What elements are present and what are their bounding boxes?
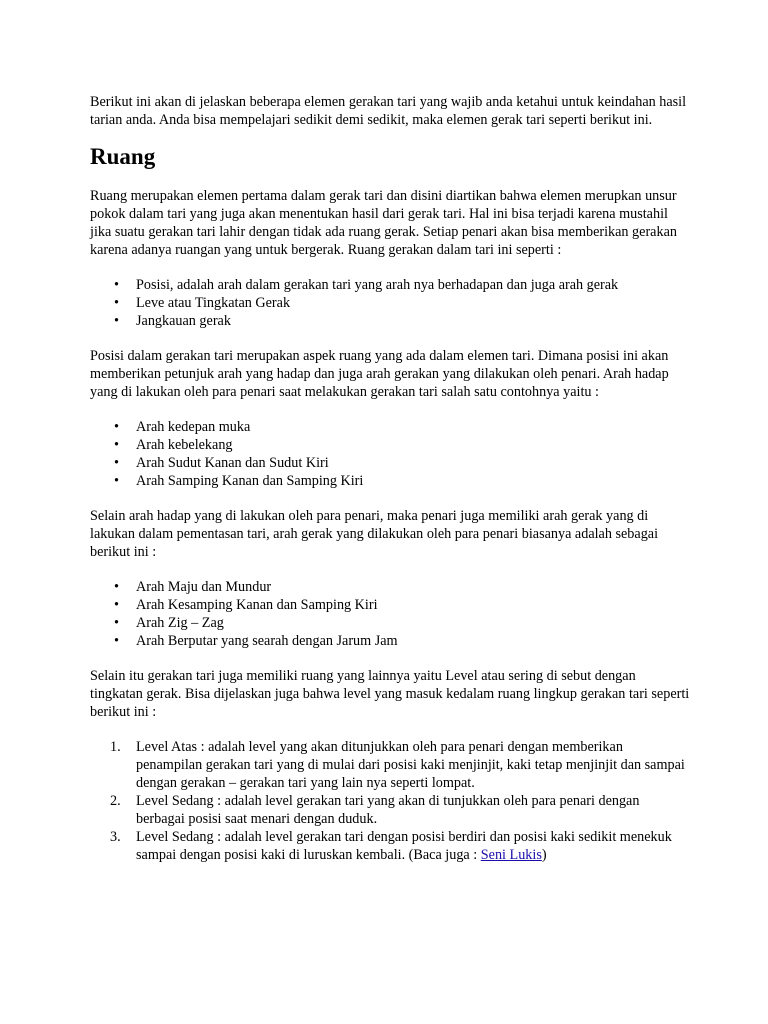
numbered-item: 2. Level Sedang : adalah level gerakan tari yang akan di tunjukkan oleh para penari dengan berbagai posisi saat menari dengan duduk. [110, 793, 640, 827]
list-item: • Leve atau Tingkatan Gerak [114, 295, 291, 311]
list-item: • Arah Sudut Kanan dan Sudut Kiri [114, 455, 329, 471]
paragraph-posisi: Posisi dalam gerakan tari merupakan aspek ruang yang ada dalam elemen tari. Dimana posisi ini akan memberikan petunjuk arah yang hadap dan juga arah gerakan yang dilakukan oleh penari. Arah hadap yang di lakukan oleh para penari saat melakukan gerakan tari salah satu contohnya yaitu : [90, 348, 669, 400]
paragraph-ruang: Ruang merupakan elemen pertama dalam gerak tari dan disini diartikan bahwa elemen merupkan unsur pokok dalam tari yang juga akan menentukan hasil dari gerak tari. Hal ini bisa terjadi karena mustahil jika suatu gerakan tari lahir dengan tidak ada ruang gerak. Setiap penari akan bisa memberikan gerakan karena adanya ruangan yang untuk bergerak. Ruang gerakan dalam tari ini seperti : [90, 188, 677, 258]
bullet-icon: • [114, 579, 119, 595]
list-item: • Arah kebelekang [114, 437, 233, 453]
bullet-icon: • [114, 295, 119, 311]
list-ruang-elements [90, 276, 690, 330]
list-arah-hadap [90, 418, 690, 490]
document-body [90, 93, 690, 864]
bullet-icon: • [114, 473, 119, 489]
list-item: • Posisi, adalah arah dalam gerakan tari yang arah nya berhadapan dan juga arah gerak [114, 277, 619, 293]
bullet-icon: • [114, 277, 119, 293]
list-item: • Arah Berputar yang searah dengan Jarum Jam [114, 633, 398, 649]
numbered-list-level [90, 738, 690, 864]
bullet-icon: • [114, 633, 119, 649]
bullet-icon: • [114, 597, 119, 613]
bullet-icon: • [114, 615, 119, 631]
seni-lukis-link[interactable]: Seni Lukis [480, 847, 542, 863]
paragraph-arah-gerak: Selain arah hadap yang di lakukan oleh para penari, maka penari juga memiliki arah gerak yang di lakukan dalam pementasan tari, arah gerak yang dilakukan oleh para penari biasanya adalah sebagai berikut ini : [90, 508, 659, 560]
intro-paragraph: Berikut ini akan di jelaskan beberapa elemen gerakan tari yang wajib anda ketahui untuk keindahan hasil tarian anda. Anda bisa mempelajari sedikit demi sedikit, maka elemen gerak tari seperti berikut ini. [90, 94, 687, 128]
bullet-icon: • [114, 437, 119, 453]
numbered-item: 3. Level Sedang : adalah level gerakan tari dengan posisi berdiri dan posisi kaki sedikit menekuk sampai dengan posisi kaki di luruskan kembali. (Baca juga : Seni Lukis) [110, 829, 672, 863]
list-item: • Arah Maju dan Mundur [114, 579, 272, 595]
list-item: • Jangkauan gerak [114, 313, 231, 329]
list-item: • Arah kedepan muka [114, 419, 251, 435]
bullet-icon: • [114, 419, 119, 435]
bullet-icon: • [114, 313, 119, 329]
list-item: • Arah Samping Kanan dan Samping Kiri [114, 473, 364, 489]
bullet-icon: • [114, 455, 119, 471]
paragraph-level: Selain itu gerakan tari juga memiliki ruang yang lainnya yaitu Level atau sering di sebut dengan tingkatan gerak. Bisa dijelaskan juga bahwa level yang masuk kedalam ruang lingkup gerakan tari seperti berikut ini : [90, 668, 690, 720]
numbered-item: 1. Level Atas : adalah level yang akan ditunjukkan oleh para penari dengan memberikan penampilan gerakan tari yang di mulai dari posisi kaki menjinjit, kaki tetap menjinjit dan sampai dengan gerakan – gerakan tari yang lain nya seperti lompat. [110, 739, 685, 791]
list-item: • Arah Kesamping Kanan dan Samping Kiri [114, 597, 378, 613]
list-item: • Arah Zig – Zag [114, 615, 224, 631]
list-arah-gerak [90, 578, 690, 650]
section-heading-ruang: Ruang [90, 144, 156, 169]
